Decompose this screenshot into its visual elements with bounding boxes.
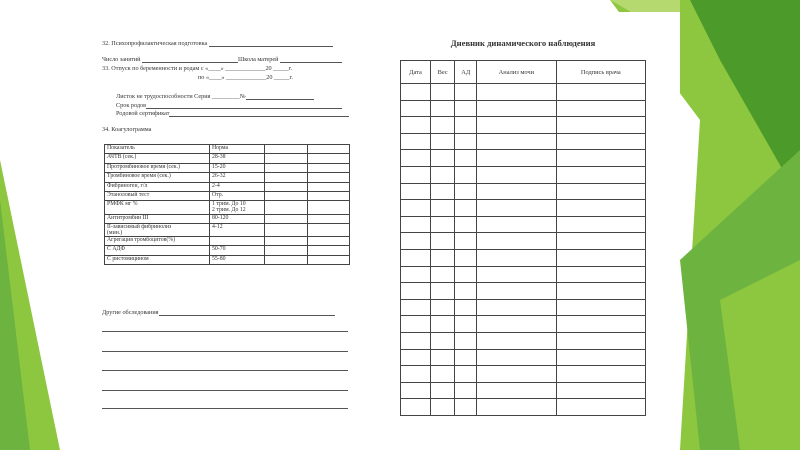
result-cell xyxy=(265,214,308,223)
diary-cell xyxy=(455,233,477,250)
diary-cell xyxy=(431,233,455,250)
diary-row xyxy=(401,183,646,200)
result-cell xyxy=(307,182,350,191)
diary-cell xyxy=(431,200,455,217)
diary-cell xyxy=(431,183,455,200)
diary-cell xyxy=(455,349,477,366)
coag-row xyxy=(105,214,350,223)
coag-row xyxy=(105,237,350,246)
diary-row xyxy=(401,382,646,399)
indicator-cell: АЧТВ (сек.) xyxy=(105,154,210,163)
coag-row xyxy=(105,154,350,163)
norm-cell: 26-32 xyxy=(210,173,265,182)
norm-cell: 55-80 xyxy=(210,255,265,264)
section-33-to: по «____» _____________20 _____г. xyxy=(198,74,293,81)
diary-cell xyxy=(431,117,455,134)
coag-row xyxy=(105,201,350,214)
result-cell xyxy=(307,255,350,264)
diary-cell xyxy=(477,366,556,383)
diary-cell xyxy=(431,166,455,183)
observation-diary-table xyxy=(400,60,646,416)
diary-cell xyxy=(477,183,556,200)
diary-cell xyxy=(401,84,431,101)
diary-cell xyxy=(431,266,455,283)
diary-cell xyxy=(431,299,455,316)
diary-cell xyxy=(431,84,455,101)
indicator-cell: Этаноловый тест xyxy=(105,191,210,200)
diary-cell xyxy=(556,133,645,150)
diary-cell xyxy=(477,117,556,134)
diary-row xyxy=(401,249,646,266)
result-cell xyxy=(307,154,350,163)
coag-row xyxy=(105,145,350,154)
diary-cell xyxy=(431,332,455,349)
diary-cell xyxy=(455,117,477,134)
diary-cell xyxy=(455,299,477,316)
indicator-cell: С АДФ xyxy=(105,246,210,255)
coag-row xyxy=(105,223,350,236)
result-cell xyxy=(265,154,308,163)
result-cell xyxy=(307,214,350,223)
blank-line xyxy=(102,370,348,371)
coag-row xyxy=(105,182,350,191)
diary-cell xyxy=(431,100,455,117)
diary-cell xyxy=(401,117,431,134)
result-cell xyxy=(307,237,350,246)
norm-cell: 1 трим. До 10 2 трим. До 12 xyxy=(210,201,265,214)
indicator-cell: РМФК мг % xyxy=(105,201,210,214)
coag-row xyxy=(105,191,350,200)
section-32: 32. Психопрофилактическая подготовка xyxy=(102,40,333,47)
other-tests-line: Другие обследования xyxy=(102,309,335,316)
result-cell xyxy=(307,145,350,154)
diary-cell xyxy=(556,150,645,167)
result-cell xyxy=(307,246,350,255)
due-date-line: Срок родов xyxy=(116,102,342,109)
result-cell xyxy=(265,145,308,154)
coag-row xyxy=(105,173,350,182)
diary-cell xyxy=(556,117,645,134)
coag-row xyxy=(105,246,350,255)
diary-cell xyxy=(455,216,477,233)
diary-row xyxy=(401,216,646,233)
diary-cell xyxy=(556,299,645,316)
diary-cell xyxy=(401,100,431,117)
result-cell xyxy=(307,173,350,182)
diary-cell xyxy=(556,332,645,349)
diary-cell xyxy=(477,249,556,266)
norm-cell: Норма xyxy=(210,145,265,154)
diary-header-cell: Вес xyxy=(431,61,455,84)
diary-row xyxy=(401,266,646,283)
diary-cell xyxy=(556,216,645,233)
result-cell xyxy=(265,246,308,255)
diary-cell xyxy=(401,166,431,183)
diary-cell xyxy=(477,283,556,300)
norm-cell: 28-38 xyxy=(210,154,265,163)
result-cell xyxy=(265,173,308,182)
diary-header-cell: Анализ мочи xyxy=(477,61,556,84)
norm-cell: 4-12 xyxy=(210,223,265,236)
indicator-cell: Протромбиновое время (сек.) xyxy=(105,163,210,172)
diary-cell xyxy=(556,233,645,250)
diary-row xyxy=(401,283,646,300)
diary-header-cell: Дата xyxy=(401,61,431,84)
diary-cell xyxy=(455,84,477,101)
indicator-cell: Агрегация тромбоцитов(%) xyxy=(105,237,210,246)
diary-cell xyxy=(455,332,477,349)
diary-cell xyxy=(401,183,431,200)
diary-cell xyxy=(556,183,645,200)
diary-cell xyxy=(455,399,477,416)
diary-cell xyxy=(431,349,455,366)
diary-cell xyxy=(477,200,556,217)
diary-header-cell: Подпись врача xyxy=(556,61,645,84)
indicator-cell: Фибриноген, г/л xyxy=(105,182,210,191)
diary-cell xyxy=(455,316,477,333)
diary-row xyxy=(401,332,646,349)
coagulogram-table xyxy=(104,144,350,265)
diary-cell xyxy=(455,150,477,167)
result-cell xyxy=(265,163,308,172)
diary-cell xyxy=(455,266,477,283)
result-cell xyxy=(265,191,308,200)
coag-row xyxy=(105,163,350,172)
blank-line xyxy=(102,351,348,352)
diary-cell xyxy=(431,366,455,383)
norm-cell: 80-120 xyxy=(210,214,265,223)
diary-cell xyxy=(431,249,455,266)
diary-cell xyxy=(477,84,556,101)
diary-cell xyxy=(401,332,431,349)
diary-cell xyxy=(556,166,645,183)
diary-cell xyxy=(455,166,477,183)
diary-cell xyxy=(477,266,556,283)
result-cell xyxy=(307,191,350,200)
section-33: 33. Отпуск по беременности и родам с «____» _____________20 _____г. xyxy=(102,65,293,72)
coag-row xyxy=(105,255,350,264)
diary-row xyxy=(401,366,646,383)
diary-cell xyxy=(556,349,645,366)
diary-cell xyxy=(455,133,477,150)
diary-cell xyxy=(477,216,556,233)
diary-cell xyxy=(455,100,477,117)
diary-header-cell: АД xyxy=(455,61,477,84)
indicator-cell: С ристомицином xyxy=(105,255,210,264)
diary-cell xyxy=(477,133,556,150)
diary-cell xyxy=(431,382,455,399)
result-cell xyxy=(265,237,308,246)
diary-cell xyxy=(477,299,556,316)
diary-cell xyxy=(431,399,455,416)
result-cell xyxy=(265,223,308,236)
diary-cell xyxy=(455,183,477,200)
result-cell xyxy=(307,201,350,214)
diary-cell xyxy=(455,200,477,217)
result-cell xyxy=(265,182,308,191)
diary-row xyxy=(401,299,646,316)
section-34: 34. Коагулограмма xyxy=(102,126,152,133)
blank-line xyxy=(102,408,348,409)
diary-cell xyxy=(477,332,556,349)
diary-row xyxy=(401,117,646,134)
norm-cell: 2-4 xyxy=(210,182,265,191)
diary-cell xyxy=(477,382,556,399)
diary-row xyxy=(401,233,646,250)
classes-line: Число занятий Школа матерей xyxy=(102,56,342,63)
diary-cell xyxy=(431,316,455,333)
result-cell xyxy=(307,223,350,236)
diary-cell xyxy=(401,150,431,167)
diary-cell xyxy=(455,382,477,399)
diary-row xyxy=(401,133,646,150)
norm-cell xyxy=(210,237,265,246)
diary-row xyxy=(401,100,646,117)
sick-leave-line: Листок не трудоспособности Серия _________№ xyxy=(116,93,314,100)
diary-cell xyxy=(401,283,431,300)
norm-cell: Отр. xyxy=(210,191,265,200)
diary-cell xyxy=(477,349,556,366)
blank-line xyxy=(102,390,348,391)
diary-cell xyxy=(401,266,431,283)
diary-cell xyxy=(401,133,431,150)
indicator-cell: Показатель xyxy=(105,145,210,154)
result-cell xyxy=(265,201,308,214)
diary-row xyxy=(401,84,646,101)
diary-cell xyxy=(401,249,431,266)
diary-row xyxy=(401,316,646,333)
diary-cell xyxy=(431,133,455,150)
indicator-cell: Тромбиновое время (сек.) xyxy=(105,173,210,182)
diary-cell xyxy=(455,283,477,300)
diary-cell xyxy=(556,100,645,117)
norm-cell: 50-70 xyxy=(210,246,265,255)
diary-cell xyxy=(401,382,431,399)
birth-certificate-line: Родовой сертификат xyxy=(116,110,349,117)
diary-cell xyxy=(556,200,645,217)
diary-cell xyxy=(477,100,556,117)
diary-cell xyxy=(556,316,645,333)
diary-row xyxy=(401,166,646,183)
diary-cell xyxy=(401,366,431,383)
diary-cell xyxy=(401,200,431,217)
diary-cell xyxy=(401,399,431,416)
diary-cell xyxy=(556,382,645,399)
norm-cell: 15-20 xyxy=(210,163,265,172)
diary-row xyxy=(401,399,646,416)
diary-cell xyxy=(477,233,556,250)
diary-title: Дневник динамического наблюдения xyxy=(450,38,596,48)
diary-cell xyxy=(477,166,556,183)
diary-cell xyxy=(477,399,556,416)
diary-cell xyxy=(556,266,645,283)
diary-cell xyxy=(477,150,556,167)
diary-cell xyxy=(431,150,455,167)
diary-cell xyxy=(401,316,431,333)
diary-cell xyxy=(556,283,645,300)
indicator-cell: II-зависимый фибринолиз (мин.) xyxy=(105,223,210,236)
diary-cell xyxy=(477,316,556,333)
diary-row xyxy=(401,200,646,217)
result-cell xyxy=(307,163,350,172)
diary-cell xyxy=(431,283,455,300)
diary-cell xyxy=(556,249,645,266)
result-cell xyxy=(265,255,308,264)
diary-cell xyxy=(556,366,645,383)
diary-cell xyxy=(556,84,645,101)
diary-header-row xyxy=(401,61,646,84)
indicator-cell: Антитромбин III xyxy=(105,214,210,223)
diary-row xyxy=(401,150,646,167)
diary-cell xyxy=(401,349,431,366)
diary-cell xyxy=(431,216,455,233)
blank-line xyxy=(102,331,348,332)
diary-cell xyxy=(455,249,477,266)
diary-cell xyxy=(401,216,431,233)
diary-row xyxy=(401,349,646,366)
diary-cell xyxy=(556,399,645,416)
diary-cell xyxy=(401,233,431,250)
diary-cell xyxy=(401,299,431,316)
diary-cell xyxy=(455,366,477,383)
